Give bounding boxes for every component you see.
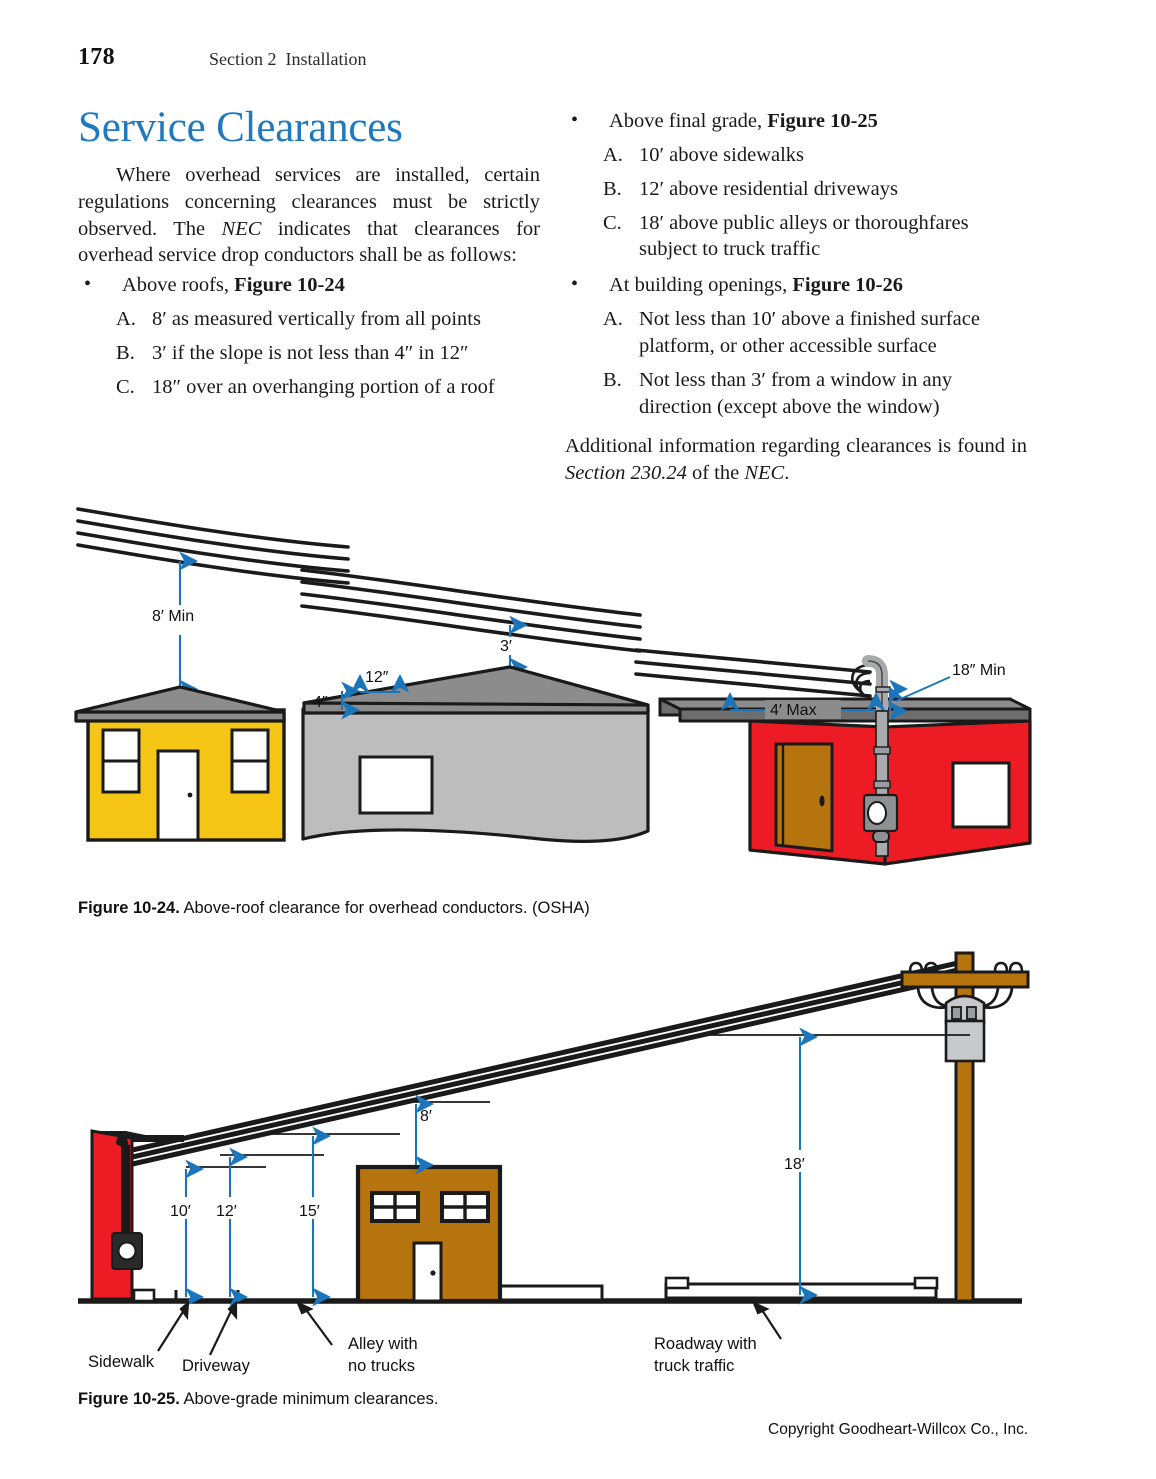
- callout-label-alley-2: no trucks: [348, 1357, 415, 1375]
- item-label: A.: [603, 308, 623, 331]
- list-item: [565, 306, 1027, 360]
- closing-paragraph: [565, 433, 1027, 487]
- figure-reference-10-24: Figure 10-24: [234, 274, 345, 297]
- overhead-conductors-house2: [302, 570, 640, 651]
- figure-10-24-illustration: [70, 495, 1080, 885]
- dimension-label-12in: 12″: [365, 669, 389, 686]
- figure-10-24-caption: [78, 899, 590, 918]
- dimension-label-4in: 4″: [313, 694, 328, 711]
- intro-part-a: Where overhead services are installed, certain regulations concerning clearances must be strictly observed. The: [78, 164, 540, 240]
- service-drop-conductors: [128, 963, 958, 1165]
- dimension-12ft: [212, 1157, 248, 1297]
- bullet-lead: At building openings,: [609, 274, 793, 297]
- list-item: [565, 176, 1027, 203]
- bullet-above-roofs: [78, 272, 540, 299]
- callout-driveway: [182, 1357, 251, 1375]
- item-label: B.: [603, 368, 622, 391]
- copyright-notice: Copyright Goodheart-Willcox Co., Inc.: [768, 1421, 1029, 1438]
- dimension-label-12ft: 12′: [216, 1203, 237, 1220]
- bullet-dot: •: [571, 273, 579, 296]
- list-item: [78, 374, 540, 401]
- bullet-dot: •: [571, 109, 579, 131]
- figure-10-24-number: Figure 10-24.: [78, 899, 180, 917]
- list-item: [565, 142, 1027, 169]
- item-label: B.: [603, 177, 622, 200]
- ground-line: [78, 1278, 1022, 1301]
- bullet-lead: Above roofs,: [122, 274, 235, 297]
- right-column: [565, 105, 1027, 487]
- nec-section-ref: Section 230.24: [565, 462, 687, 485]
- left-column: [78, 105, 540, 401]
- dimension-8ft: [416, 1104, 432, 1165]
- callout-roadway: [654, 1335, 757, 1375]
- dimension-15ft: [295, 1136, 331, 1297]
- running-head: [78, 44, 1078, 72]
- dimension-18ft: [780, 1037, 818, 1295]
- item-text: 18″ over an overhanging portion of a roof: [152, 375, 495, 398]
- dimension-8ft-min: [152, 561, 194, 689]
- closing-b: of the: [686, 462, 745, 485]
- closing-a: Additional information regarding clearances is found in: [565, 435, 1027, 458]
- item-label: A.: [603, 143, 623, 166]
- bullet-building-openings: [565, 272, 1027, 299]
- figure-reference-10-25: Figure 10-25: [767, 110, 878, 132]
- dimension-label-15ft: 15′: [299, 1203, 320, 1220]
- brown-building: [358, 1167, 500, 1301]
- figure-10-25-svg: [70, 935, 1080, 1375]
- page-title: Service Clearances: [78, 104, 403, 151]
- item-text: 18′ above public alleys or thoroughfares subject to truck traffic: [639, 211, 969, 261]
- figure-10-24-caption-text: Above-roof clearance for overhead conductors. (OSHA): [183, 899, 590, 917]
- figure-reference-10-26: Figure 10-26: [792, 274, 904, 297]
- item-label: A.: [116, 307, 136, 330]
- item-label: C.: [116, 375, 135, 398]
- callout-alley: [348, 1335, 418, 1375]
- callout-label-driveway: Driveway: [182, 1357, 250, 1375]
- list-item: [565, 367, 1027, 421]
- dimension-label-18ft: 18′: [784, 1156, 805, 1173]
- intro-paragraph: [78, 162, 540, 269]
- list-item: [565, 210, 1027, 264]
- dimension-label-8ft: 8′: [420, 1108, 432, 1125]
- callout-sidewalk: [88, 1353, 155, 1371]
- item-text: 3′ if the slope is not less than 4″ in 12″: [152, 341, 469, 364]
- dimension-label-3ft: 3′: [500, 638, 512, 655]
- dimension-label-4ft-max: 4′ Max: [770, 702, 817, 719]
- utility-pole: [902, 953, 1028, 1301]
- callout-label-roadway-1: Roadway with: [654, 1335, 757, 1353]
- figure-10-25-caption-text: Above-grade minimum clearances.: [183, 1390, 439, 1408]
- item-text: Not less than 10′ above a finished surface platform, or other accessible surface: [639, 308, 980, 357]
- bullet-dot: •: [84, 273, 92, 296]
- overhead-conductors-service-drop: [636, 650, 870, 696]
- nec-italic: NEC: [744, 462, 785, 485]
- dimension-label-18in-min: 18″ Min: [952, 662, 1006, 679]
- figure-10-24-svg: [70, 495, 1080, 885]
- running-head-title: [209, 49, 366, 70]
- callout-label-roadway-2: truck traffic: [654, 1357, 735, 1375]
- intro-part-b: indicates that clearances for overhead service drop conductors shall be as follows:: [78, 217, 540, 267]
- item-label: B.: [116, 341, 135, 364]
- bullet-lead: Above final grade,: [609, 110, 768, 132]
- figure-10-25-illustration: [70, 935, 1080, 1375]
- callout-label-alley-1: Alley with: [348, 1335, 418, 1353]
- yellow-house: [76, 687, 284, 840]
- red-building: [660, 661, 1030, 864]
- gray-garage: [303, 667, 648, 841]
- item-text: 8′ as measured vertically from all points: [152, 307, 481, 330]
- item-text: 12′ above residential driveways: [639, 177, 898, 200]
- bullet-above-final-grade: [565, 108, 1027, 135]
- item-text: Not less than 3′ from a window in any direction (except above the window): [639, 368, 953, 418]
- dimension-label-8ft-min: 8′ Min: [152, 608, 195, 625]
- dimension-label-10ft: 10′: [170, 1203, 191, 1220]
- dimension-10ft: [166, 1169, 202, 1297]
- figure-10-25-caption: [78, 1390, 438, 1409]
- list-item: [78, 340, 540, 367]
- section-number: Section 2: [209, 49, 277, 69]
- callout-label-sidewalk: Sidewalk: [88, 1353, 155, 1371]
- figure-10-25-number: Figure 10-25.: [78, 1390, 180, 1408]
- nec-italic: NEC: [221, 217, 262, 240]
- section-title: Installation: [285, 49, 367, 69]
- closing-c: .: [784, 462, 790, 485]
- page-number: 178: [78, 44, 115, 70]
- list-item: [78, 306, 540, 333]
- item-text: 10′ above sidewalks: [639, 143, 805, 166]
- item-label: C.: [603, 211, 622, 234]
